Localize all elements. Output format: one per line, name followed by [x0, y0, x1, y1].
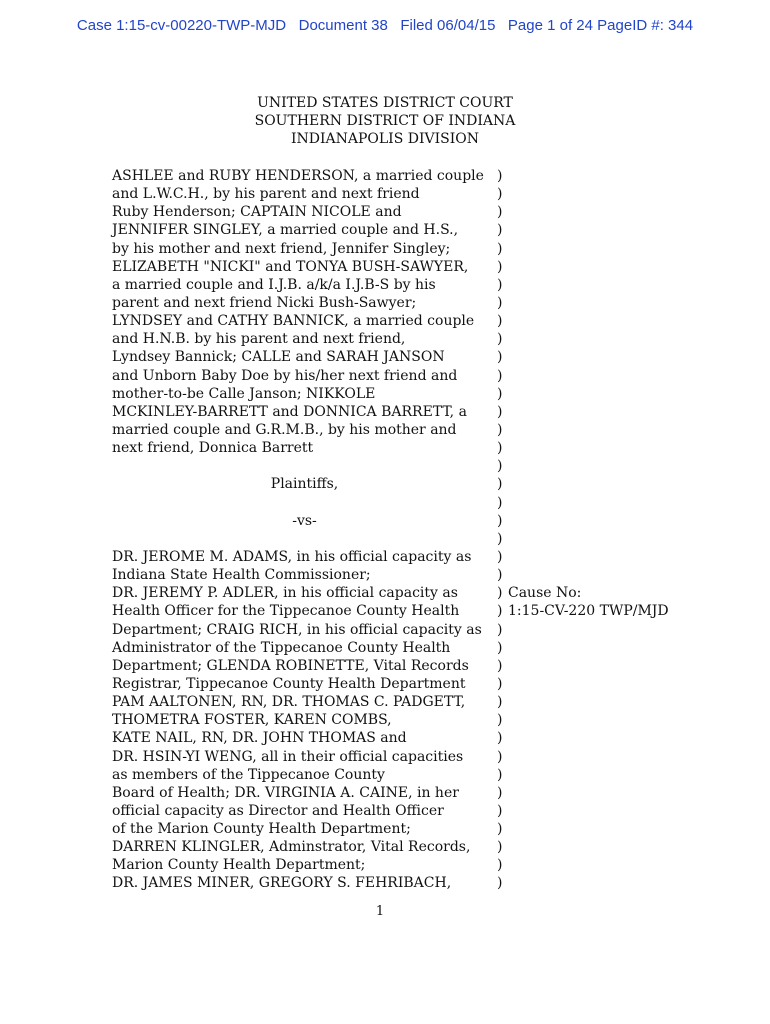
caption-bracket: )	[497, 766, 503, 783]
caption-row	[112, 367, 712, 385]
cause-number-text: Cause No:	[508, 585, 582, 602]
caption-bracket: )	[497, 857, 503, 874]
caption-bracket: )	[497, 567, 503, 584]
caption-party-text: Indiana State Health Commissioner;	[112, 567, 371, 584]
caption-row	[112, 838, 712, 856]
caption-bracket: )	[497, 621, 503, 638]
caption-row	[112, 457, 712, 475]
caption-bracket: )	[497, 675, 503, 692]
caption-bracket: )	[497, 313, 503, 330]
caption-row	[112, 203, 712, 221]
caption-row	[112, 729, 712, 747]
caption-row	[112, 856, 712, 874]
caption-party-text: THOMETRA FOSTER, KAREN COMBS,	[112, 712, 392, 729]
caption-party-text: -vs-	[292, 512, 317, 529]
caption-party-text: Board of Health; DR. VIRGINIA A. CAINE, in her	[112, 784, 459, 801]
caption-bracket: )	[497, 802, 503, 819]
caption-bracket: )	[497, 421, 503, 438]
caption-party-text: DR. JEREMY P. ADLER, in his official capacity as	[112, 585, 458, 602]
caption-bracket: )	[497, 458, 503, 475]
caption-party-text: ELIZABETH "NICKI" and TONYA BUSH-SAWYER,	[112, 258, 469, 275]
caption-row	[112, 167, 712, 185]
cause-number-text: 1:15-CV-220 TWP/MJD	[508, 603, 669, 620]
caption-row	[112, 621, 712, 639]
caption-party-text: a married couple and I.J.B. a/k/a I.J.B-S by his	[112, 276, 436, 293]
caption-row	[112, 530, 712, 548]
caption-bracket: )	[497, 875, 503, 892]
caption-party-text: and L.W.C.H., by his parent and next friend	[112, 186, 420, 203]
caption-row	[112, 874, 712, 892]
caption-party-text: JENNIFER SINGLEY, a married couple and H.S.,	[112, 222, 459, 239]
caption-bracket: )	[497, 821, 503, 838]
caption-bracket: )	[497, 494, 503, 511]
caption-row	[112, 439, 712, 457]
case-caption	[112, 167, 712, 893]
caption-row	[112, 766, 712, 784]
caption-party-text: of the Marion County Health Department;	[112, 821, 411, 838]
caption-bracket: )	[497, 639, 503, 656]
caption-bracket: )	[497, 748, 503, 765]
caption-bracket: )	[497, 440, 503, 457]
caption-row	[112, 312, 712, 330]
caption-party-text: Administrator of the Tippecanoe County Health	[112, 639, 451, 656]
caption-party-text: Department; CRAIG RICH, in his official capacity as	[112, 621, 482, 638]
caption-bracket: )	[497, 367, 503, 384]
caption-bracket: )	[497, 585, 503, 602]
caption-row	[112, 820, 712, 838]
caption-bracket: )	[497, 168, 503, 184]
caption-row	[112, 403, 712, 421]
caption-row	[112, 657, 712, 675]
caption-row	[112, 639, 712, 657]
court-name: UNITED STATES DISTRICT COURT	[257, 95, 513, 111]
caption-bracket: )	[497, 186, 503, 203]
caption-row	[112, 584, 712, 602]
caption-bracket: )	[497, 258, 503, 275]
caption-row	[112, 276, 712, 294]
caption-bracket: )	[497, 385, 503, 402]
caption-bracket: )	[497, 349, 503, 366]
caption-party-text: married couple and G.R.M.B., by his mother and	[112, 421, 457, 438]
caption-row	[112, 294, 712, 312]
caption-party-text: by his mother and next friend, Jennifer Singley;	[112, 240, 451, 257]
caption-row	[112, 475, 712, 493]
caption-party-text: and H.N.B. by his parent and next friend,	[112, 331, 406, 348]
caption-party-text: Health Officer for the Tippecanoe County Health	[112, 603, 460, 620]
caption-row	[112, 240, 712, 258]
caption-bracket: )	[497, 657, 503, 674]
filing-header-stamp: Case 1:15-cv-00220-TWP-MJD Document 38 Filed 06/04/15 Page 1 of 24 PageID #: 344	[76, 17, 694, 34]
caption-row	[112, 385, 712, 403]
caption-row	[112, 185, 712, 203]
court-division: INDIANAPOLIS DIVISION	[290, 131, 479, 147]
caption-bracket: )	[497, 530, 503, 547]
caption-bracket: )	[497, 694, 503, 711]
caption-row	[112, 258, 712, 276]
caption-row	[112, 548, 712, 566]
caption-row	[112, 784, 712, 802]
caption-bracket: )	[497, 548, 503, 565]
caption-party-text: Ruby Henderson; CAPTAIN NICOLE and	[112, 204, 402, 221]
court-heading	[0, 94, 770, 148]
caption-bracket: )	[497, 222, 503, 239]
caption-bracket: )	[497, 603, 503, 620]
caption-row	[112, 348, 712, 366]
page-number: 1	[375, 904, 385, 919]
caption-party-text: DR. JEROME M. ADAMS, in his official capacity as	[112, 548, 472, 565]
caption-bracket: )	[497, 712, 503, 729]
court-district: SOUTHERN DISTRICT OF INDIANA	[254, 113, 516, 129]
caption-party-text: PAM AALTONEN, RN, DR. THOMAS C. PADGETT,	[112, 694, 466, 711]
caption-party-text: DR. JAMES MINER, GREGORY S. FEHRIBACH,	[112, 875, 452, 892]
caption-party-text: Department; GLENDA ROBINETTE, Vital Records	[112, 657, 469, 674]
caption-row	[112, 221, 712, 239]
caption-bracket: )	[497, 512, 503, 529]
caption-row	[112, 711, 712, 729]
caption-party-text: mother-to-be Calle Janson; NIKKOLE	[112, 385, 376, 402]
caption-party-text: official capacity as Director and Health Officer	[112, 802, 444, 819]
caption-row	[112, 675, 712, 693]
caption-party-text: as members of the Tippecanoe County	[112, 766, 385, 783]
caption-party-text: Plaintiffs,	[270, 476, 339, 493]
caption-row	[112, 330, 712, 348]
caption-bracket: )	[497, 730, 503, 747]
caption-bracket: )	[497, 403, 503, 420]
caption-bracket: )	[497, 276, 503, 293]
caption-bracket: )	[497, 839, 503, 856]
caption-party-text: DARREN KLINGLER, Adminstrator, Vital Records,	[112, 839, 471, 856]
caption-party-text: parent and next friend Nicki Bush-Sawyer;	[112, 294, 417, 311]
caption-row	[112, 602, 712, 620]
caption-row	[112, 693, 712, 711]
caption-party-text: Lyndsey Bannick; CALLE and SARAH JANSON	[112, 349, 445, 366]
caption-bracket: )	[497, 240, 503, 257]
caption-row	[112, 512, 712, 530]
caption-bracket: )	[497, 204, 503, 221]
caption-bracket: )	[497, 476, 503, 493]
caption-party-text: DR. HSIN-YI WENG, all in their official capacities	[112, 748, 464, 765]
caption-party-text: ASHLEE and RUBY HENDERSON, a married couple	[112, 168, 484, 184]
caption-row	[112, 748, 712, 766]
caption-party-text: Marion County Health Department;	[112, 857, 366, 874]
caption-bracket: )	[497, 331, 503, 348]
caption-party-text: LYNDSEY and CATHY BANNICK, a married couple	[112, 313, 475, 330]
caption-row	[112, 421, 712, 439]
caption-bracket: )	[497, 784, 503, 801]
caption-bracket: )	[497, 294, 503, 311]
caption-row	[112, 494, 712, 512]
caption-party-text: KATE NAIL, RN, DR. JOHN THOMAS and	[112, 730, 407, 747]
caption-party-text: and Unborn Baby Doe by his/her next friend and	[112, 367, 458, 384]
caption-row	[112, 802, 712, 820]
caption-row	[112, 566, 712, 584]
caption-party-text: next friend, Donnica Barrett	[112, 440, 314, 457]
caption-party-text: Registrar, Tippecanoe County Health Department	[112, 675, 466, 692]
caption-party-text: MCKINLEY-BARRETT and DONNICA BARRETT, a	[112, 403, 467, 420]
